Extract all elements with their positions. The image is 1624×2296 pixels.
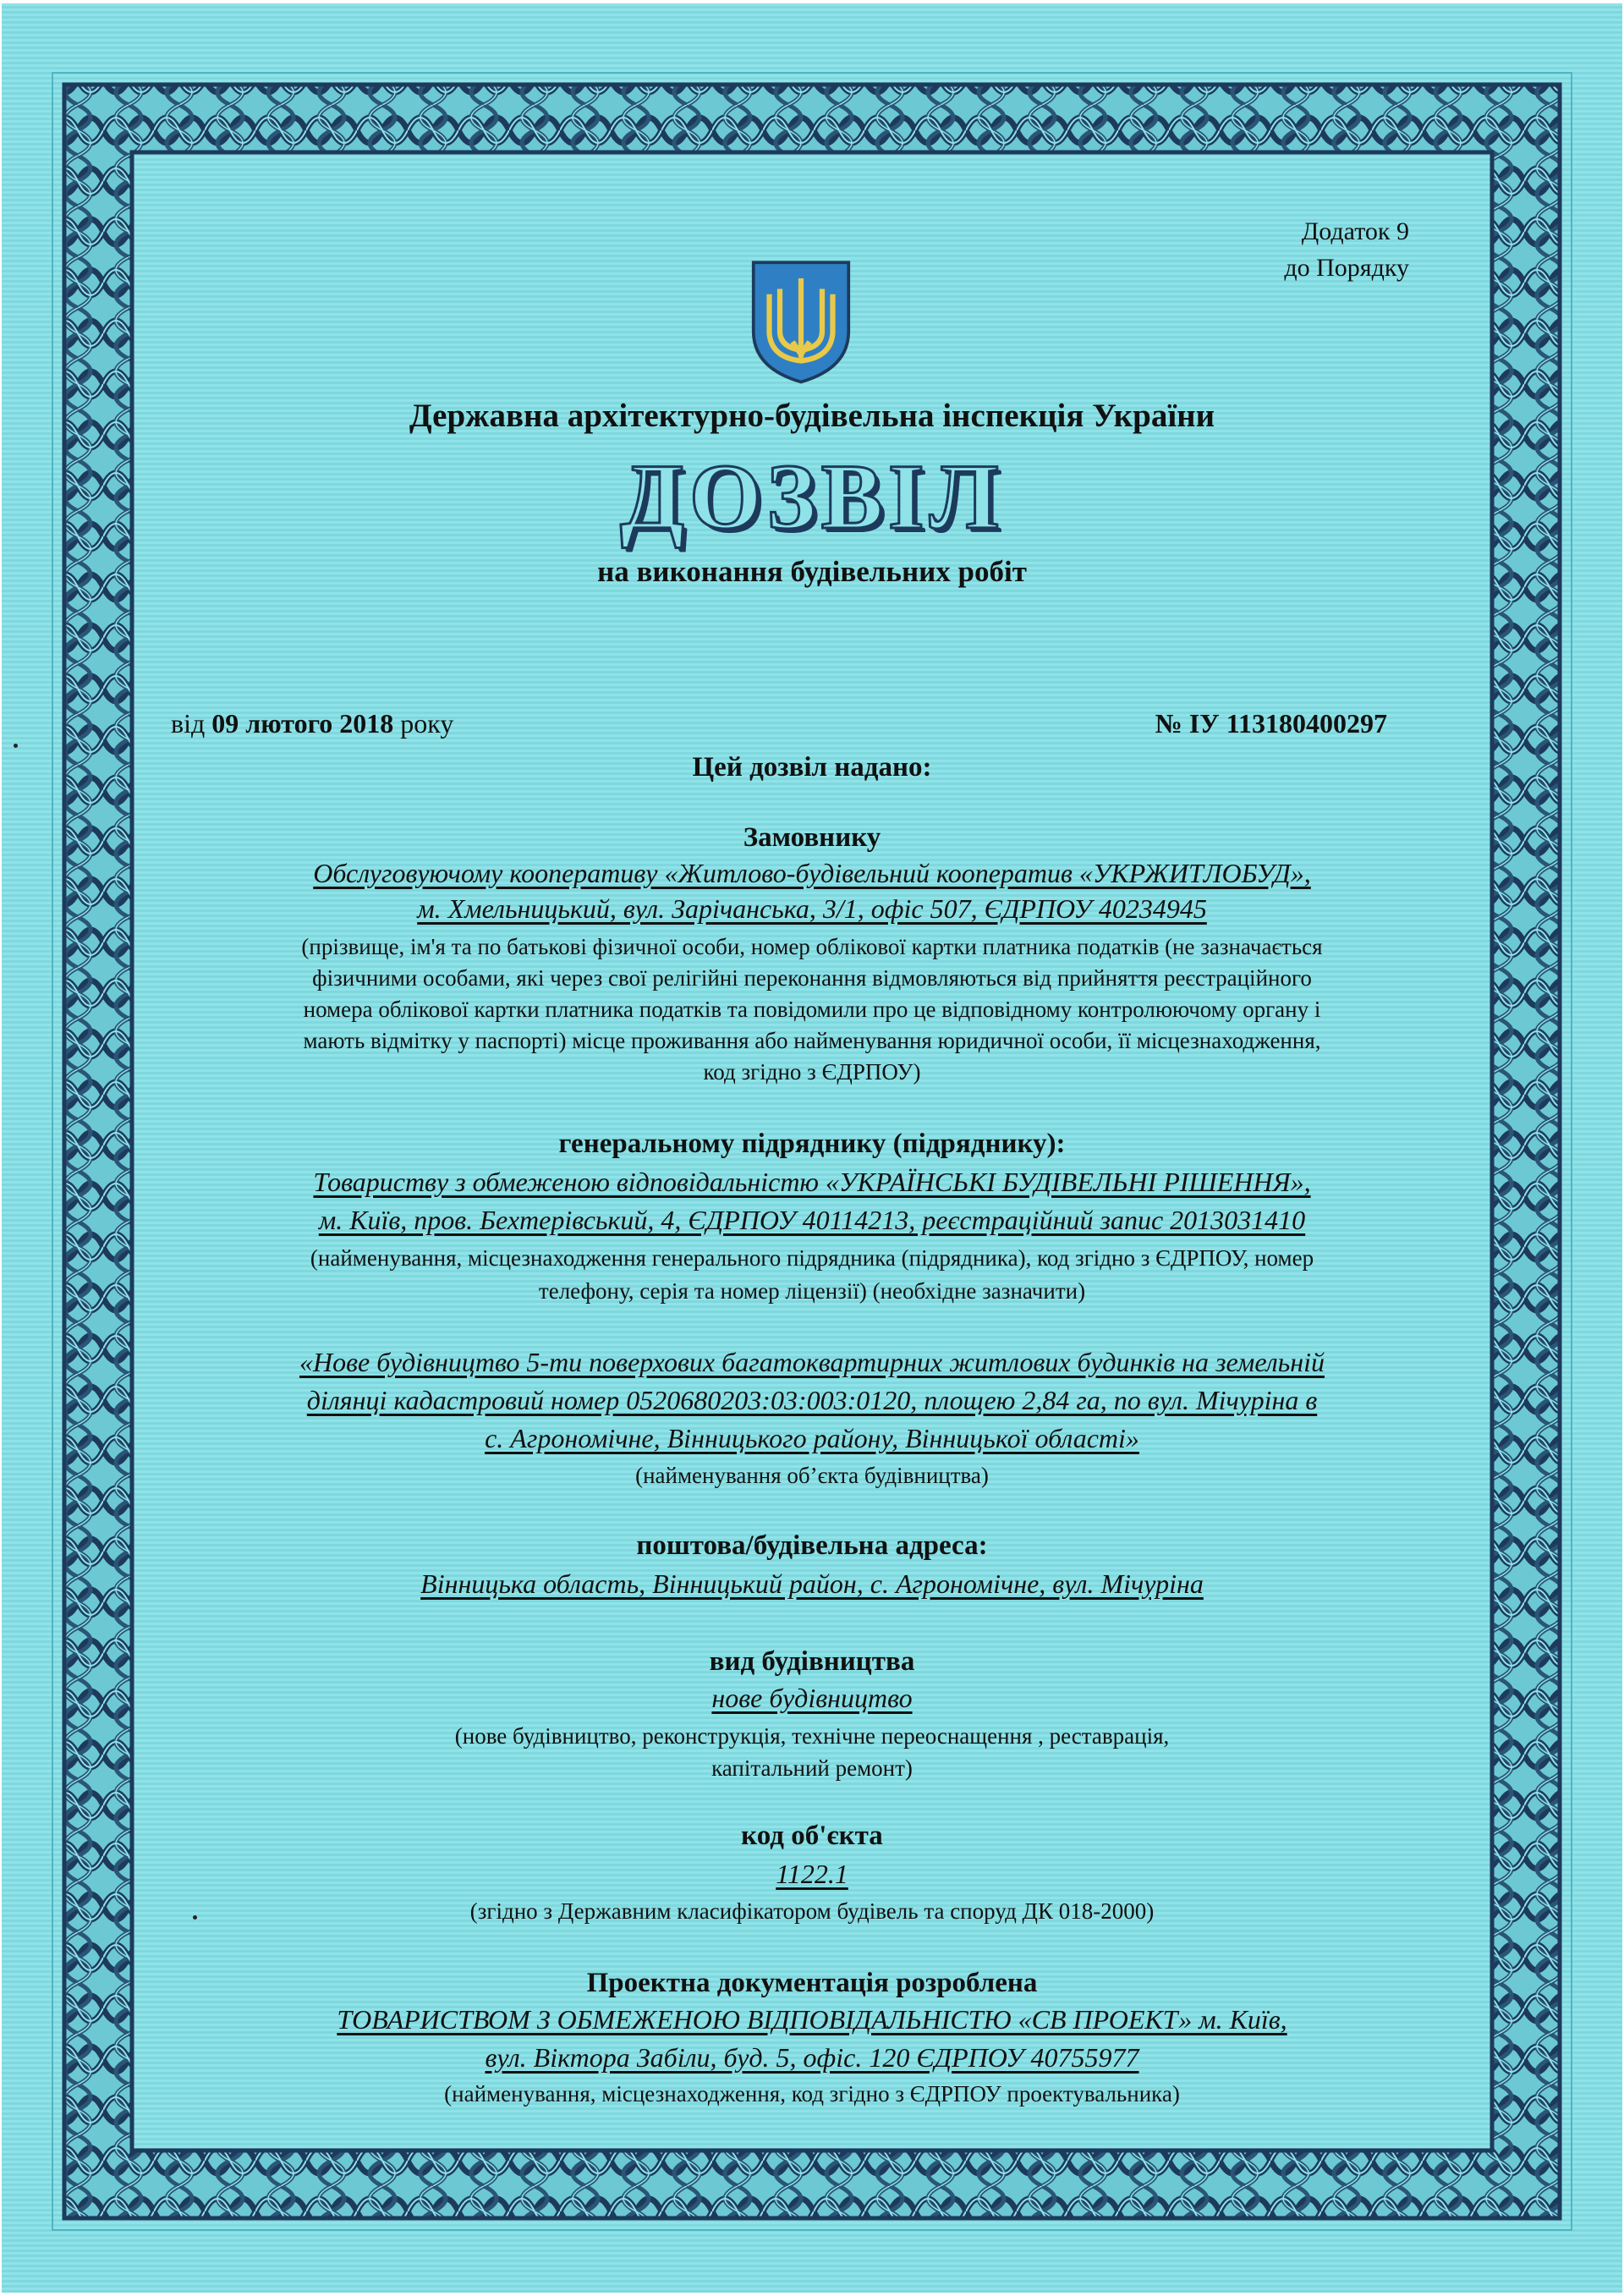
customer-hint-line: номера облікової картки платника податків та повідомили про це відповідному контролюючому органу і (303, 997, 1321, 1022)
customer-hint-line: код згідно з ЄДРПОУ) (703, 1059, 921, 1085)
customer-hint-line: (прізвище, ім'я та по батькові фізичної особи, номер облікової картки платника податків (не зазначається (301, 934, 1323, 959)
object-value-line: «Нове будівництво 5-ти поверхових багатоквартирних житлових будинків на земельній (299, 1347, 1325, 1377)
object-code-heading: код об'єкта (741, 1821, 883, 1851)
permit-number: № ІУ 113180400297 (1155, 708, 1387, 739)
customer-value-line: м. Хмельницький, вул. Зарічанська, 3/1, офіс 507, ЄДРПОУ 40234945 (417, 893, 1207, 924)
issue-date-suffix: року (393, 708, 454, 739)
address-value: Вінницька область, Вінницький район, с. Агрономічне, вул. Мічуріна (420, 1568, 1204, 1599)
contractor-hint-line: телефону, серія та номер ліцензії) (необхідне зазначити) (538, 1278, 1086, 1304)
customer-hint-line: мають відмітку у паспорті) місце проживання або найменування юридичної особи, її місцезнаходження, (303, 1028, 1321, 1053)
document-subtitle: на виконання будівельних робіт (597, 555, 1027, 588)
design-value-line: вул. Віктора Забіли, буд. 5, офіс. 120 ЄДРПОУ 40755977 (485, 2042, 1139, 2073)
contractor-value-line: Товариству з обмеженою відповідальністю «УКРАЇНСЬКІ БУДІВЕЛЬНІ РІШЕННЯ», (313, 1167, 1311, 1197)
contractor-heading: генеральному підряднику (підряднику): (558, 1129, 1066, 1159)
permit-sheet (2, 3, 1622, 2293)
object-code-hint: (згідно з Державним класифікатором будівель та споруд ДК 018-2000) (469, 1898, 1155, 1924)
construction-type-value: нове будівництво (711, 1683, 913, 1713)
contractor-value-line: м. Київ, пров. Бехтерівський, 4, ЄДРПОУ 40114213, реєстраційний запис 2013031410 (318, 1205, 1306, 1235)
design-heading: Проектна документація розроблена (586, 1968, 1038, 1998)
issue-date-value: 09 лютого 2018 (211, 708, 394, 739)
object-value-line: ділянці кадастровий номер 0520680203:03:003:0120, площею 2,84 га, по вул. Мічуріна в (306, 1385, 1318, 1415)
granted-to-heading: Цей дозвіл надано: (692, 752, 932, 783)
addendum-line-2: до Порядку (1284, 254, 1409, 282)
construction-type-hint-line: капітальний ремонт) (711, 1755, 913, 1781)
scan-speck (14, 744, 18, 748)
issue-date-prefix: від (171, 708, 212, 739)
customer-heading: Замовнику (743, 822, 881, 853)
construction-type-hint-line: (нове будівництво, реконструкція, технічне переоснащення , реставрація, (454, 1723, 1170, 1749)
addendum-line-1: Додаток 9 (1301, 217, 1409, 245)
address-heading: поштова/будівельна адреса: (636, 1530, 988, 1561)
issue-date (171, 708, 453, 739)
design-hint: (найменування, місцезнаходження, код згідно з ЄДРПОУ проектувальника) (444, 2081, 1180, 2106)
object-value-line: с. Агрономічне, Вінницького району, Вінницької області» (485, 1423, 1139, 1453)
contractor-hint-line: (найменування, місцезнаходження генерального підрядника (підрядника), код згідно з ЄДРПОУ, номер (310, 1245, 1314, 1271)
design-value-line: ТОВАРИСТВОМ З ОБМЕЖЕНОЮ ВІДПОВІДАЛЬНІСТЮ «СВ ПРОЕКТ» м. Київ, (337, 2004, 1287, 2035)
customer-hint-line: фізичними особами, які через свої релігійні переконання відмовляються від прийняття реєстраційного (312, 965, 1312, 991)
construction-type-heading: вид будівництва (709, 1646, 915, 1677)
object-hint: (найменування об’єкта будівництва) (635, 1463, 989, 1488)
trident-coat-of-arms-icon (746, 257, 856, 384)
addendum-note (1284, 213, 1409, 286)
scan-speck (193, 1915, 197, 1920)
document-title: ДОЗВІЛ (620, 445, 1004, 548)
agency-name: Державна архітектурно-будівельна інспекція України (409, 398, 1215, 434)
customer-value-line: Обслуговуючому кооперативу «Житлово-будівельний кооператив «УКРЖИТЛОБУД», (313, 858, 1311, 888)
object-code-value: 1122.1 (776, 1859, 848, 1889)
